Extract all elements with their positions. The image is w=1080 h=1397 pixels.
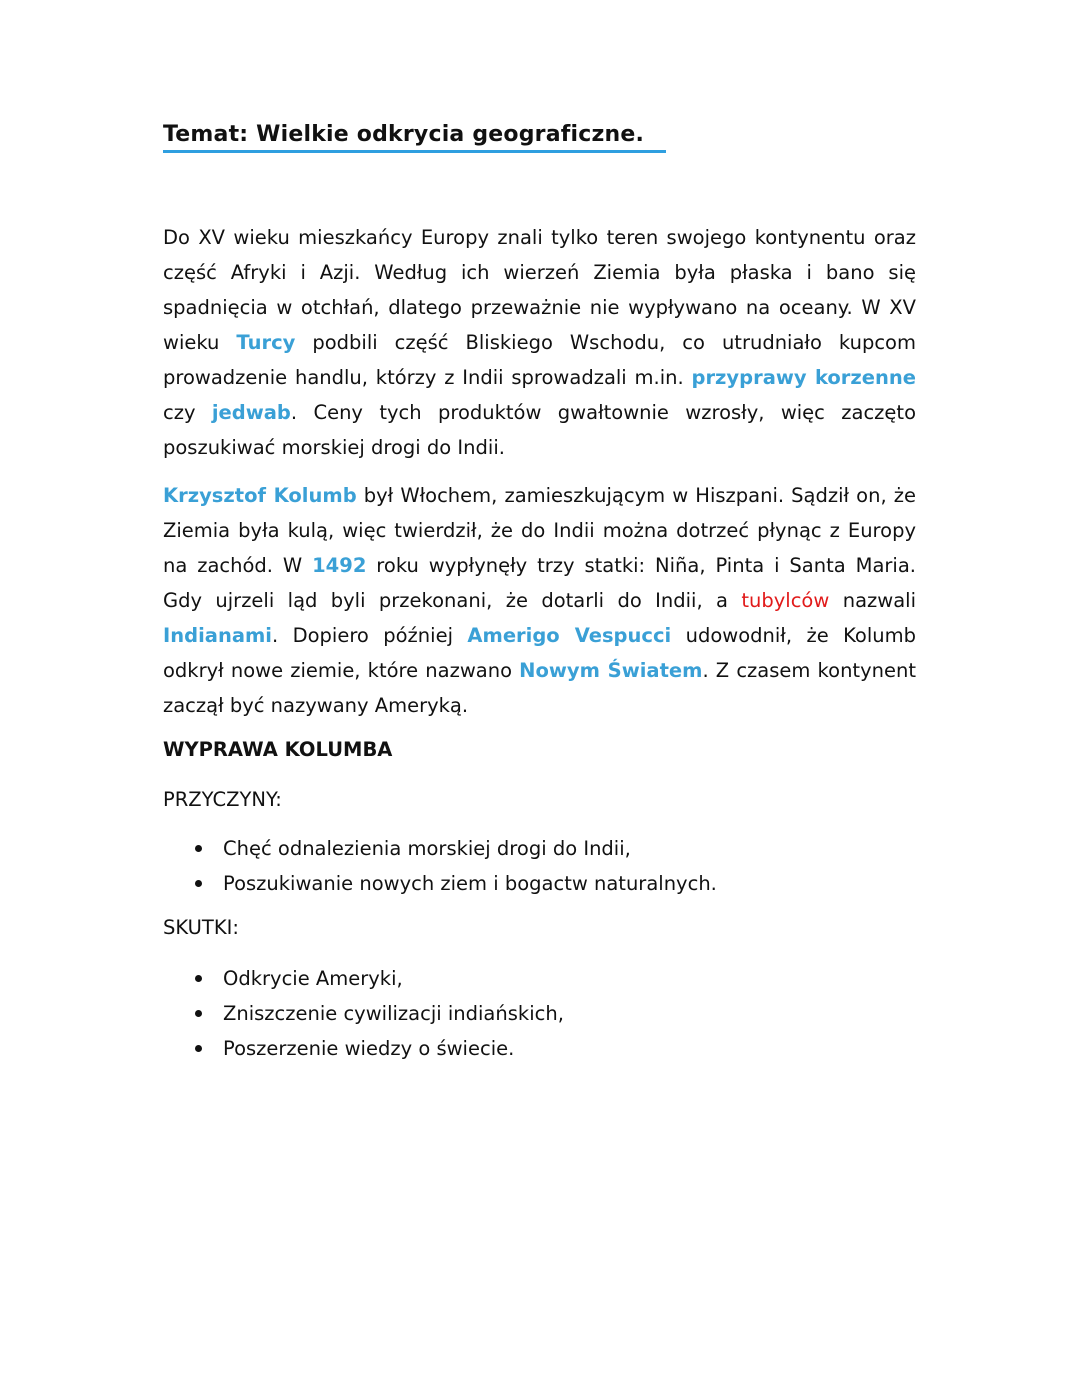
paragraph-text: podbili część Bliskiego Wschodu, co utrudniało kupcom prowadzenie handlu, którzy z Indii sprowadzali m.in. [163, 331, 916, 389]
paragraph-columbus [163, 478, 916, 723]
causes-list [195, 831, 717, 901]
list-item-text: Chęć odnalezienia morskiej drogi do Indii, [223, 837, 631, 860]
list-item [195, 866, 717, 901]
highlight-term: przyprawy korzenne [691, 366, 916, 389]
title-underline [163, 150, 666, 153]
paragraph-text: . Dopiero później [271, 624, 468, 647]
paragraph-text: czy [163, 401, 212, 424]
effects-label: SKUTKI: [163, 916, 239, 939]
list-item [195, 1031, 564, 1066]
bullet-icon [195, 880, 202, 887]
list-item [195, 831, 717, 866]
list-item-text: Zniszczenie cywilizacji indiańskich, [223, 1002, 564, 1025]
effects-list [195, 961, 564, 1066]
highlight-term: Nowym Światem [519, 659, 703, 682]
paragraph-text: Do XV wieku mieszkańcy Europy znali tylko teren swojego kontynentu oraz część Afryki i Azji. Według ich wierzeń Ziemia była płaska i bano się spadnięcia w otchłań, dlatego przeważnie nie wypływano na oceany. W XV wieku [163, 226, 916, 354]
paragraph-text: roku wypłynęły trzy statki: Niña, Pinta i Santa Maria. Gdy ujrzeli ląd byli przekonani, że dotarli do Indii, a [163, 554, 916, 612]
highlight-term: Amerigo Vespucci [467, 624, 672, 647]
highlight-term: Turcy [236, 331, 296, 354]
list-item-text: Poszukiwanie nowych ziem i bogactw naturalnych. [223, 872, 717, 895]
section-heading: WYPRAWA KOLUMBA [163, 738, 393, 761]
bullet-icon [195, 1010, 202, 1017]
paragraph-text: nazwali [829, 589, 916, 612]
list-item-text: Odkrycie Ameryki, [223, 967, 403, 990]
paragraph-text: . Ceny tych produktów gwałtownie wzrosły, więc zaczęto poszukiwać morskiej drogi do Indii. [163, 401, 916, 459]
causes-label: PRZYCZYNY: [163, 788, 282, 811]
paragraph-text: udowodnił, że Kolumb odkrył nowe ziemie, które nazwano [163, 624, 916, 682]
paragraph-intro [163, 220, 916, 465]
highlight-term: 1492 [312, 554, 367, 577]
bullet-icon [195, 1045, 202, 1052]
list-item [195, 996, 564, 1031]
paragraph-text: . Z czasem kontynent zaczął być nazywany Ameryką. [163, 659, 916, 717]
highlight-term-red: tubylców [741, 589, 830, 612]
document-title: Temat: Wielkie odkrycia geograficzne. [163, 122, 645, 147]
highlight-term: Indianami [163, 624, 272, 647]
paragraph-text: był Włochem, zamieszkującym w Hiszpani. Sądził on, że Ziemia była kulą, więc twierdził, że do Indii można dotrzeć płynąc z Europy na zachód. W [163, 484, 916, 577]
bullet-icon [195, 845, 202, 852]
list-item-text: Poszerzenie wiedzy o świecie. [223, 1037, 515, 1060]
list-item [195, 961, 564, 996]
highlight-term: Krzysztof Kolumb [163, 484, 357, 507]
highlight-term: jedwab [211, 401, 291, 424]
bullet-icon [195, 975, 202, 982]
